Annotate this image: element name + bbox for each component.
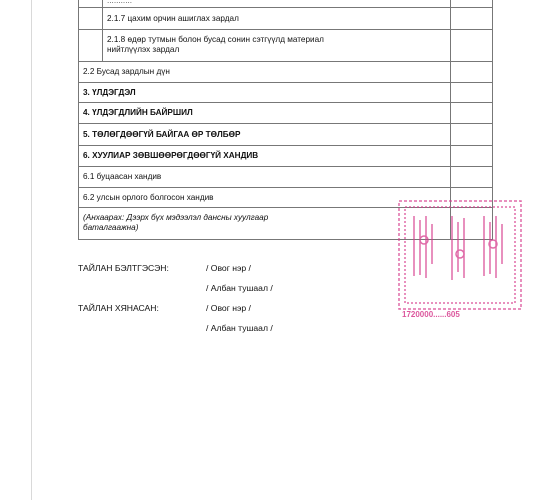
table-row — [78, 146, 493, 167]
table-row-label: 2.1.7 цахим орчин ашиглах зардал — [107, 14, 239, 23]
table-cell-value — [331, 83, 451, 102]
table-row-label: 4. ҮЛДЭГДЛИЙН БАЙРШИЛ — [83, 108, 193, 117]
table-row-label: 2.2 Бусад зардлын дүн — [83, 67, 170, 76]
page-edge — [31, 0, 32, 500]
table-cell-value — [331, 62, 451, 82]
table-cell-value — [331, 124, 451, 145]
official-stamp — [396, 198, 526, 322]
table-cell-indent — [79, 0, 103, 7]
table-cell-value — [331, 103, 451, 123]
table-row-label: ........... — [107, 0, 133, 5]
prepared-by-label: ТАЙЛАН БЭЛТГЭСЭН: — [78, 263, 169, 273]
reviewed-position-line: / Албан тушаал / — [206, 323, 273, 333]
table-row — [78, 83, 493, 103]
table-row-label: 2.1.8 өдөр тутмын болон бусад сонин сэтгүүлд материал нийтлүүлэх зардал — [107, 35, 324, 55]
table-cell-value — [331, 146, 451, 166]
table-cell-value — [331, 8, 451, 29]
table-row-label: 6.2 улсын орлого болгосон хандив — [83, 193, 214, 202]
table-row — [78, 103, 493, 124]
prepared-name-line: / Овог нэр / — [206, 263, 251, 273]
table-row — [78, 30, 493, 62]
stamp-number: 1720000......605 — [402, 310, 460, 319]
table-cell-value — [331, 30, 451, 61]
reviewed-by-label: ТАЙЛАН ХЯНАСАН: — [78, 303, 159, 313]
table-cell-indent — [79, 30, 103, 61]
table-row — [78, 167, 493, 188]
table-note: (Анхаарах: Дээрх бүх мэдээлэл дансны хуулгаар баталгаажна) — [83, 213, 269, 233]
table-row-label: 6.1 буцаасан хандив — [83, 172, 162, 181]
table-cell-value — [331, 0, 451, 7]
table-cell-value — [331, 167, 451, 187]
table-row — [78, 124, 493, 146]
table-row — [78, 8, 493, 30]
table-cell-indent — [79, 8, 103, 29]
reviewed-name-line: / Овог нэр / — [206, 303, 251, 313]
stamp-graphic — [396, 198, 526, 322]
table-row — [78, 62, 493, 83]
table-row-label: 6. ХУУЛИАР ЗӨВШӨӨРӨГДӨӨГҮЙ ХАНДИВ — [83, 151, 259, 160]
table-row — [78, 0, 493, 8]
table-row-label: 5. ТӨЛӨГДӨӨГҮЙ БАЙГАА ӨР ТӨЛБӨР — [83, 130, 241, 139]
table-row-label: 3. ҮЛДЭГДЭЛ — [83, 88, 136, 97]
prepared-position-line: / Албан тушаал / — [206, 283, 273, 293]
